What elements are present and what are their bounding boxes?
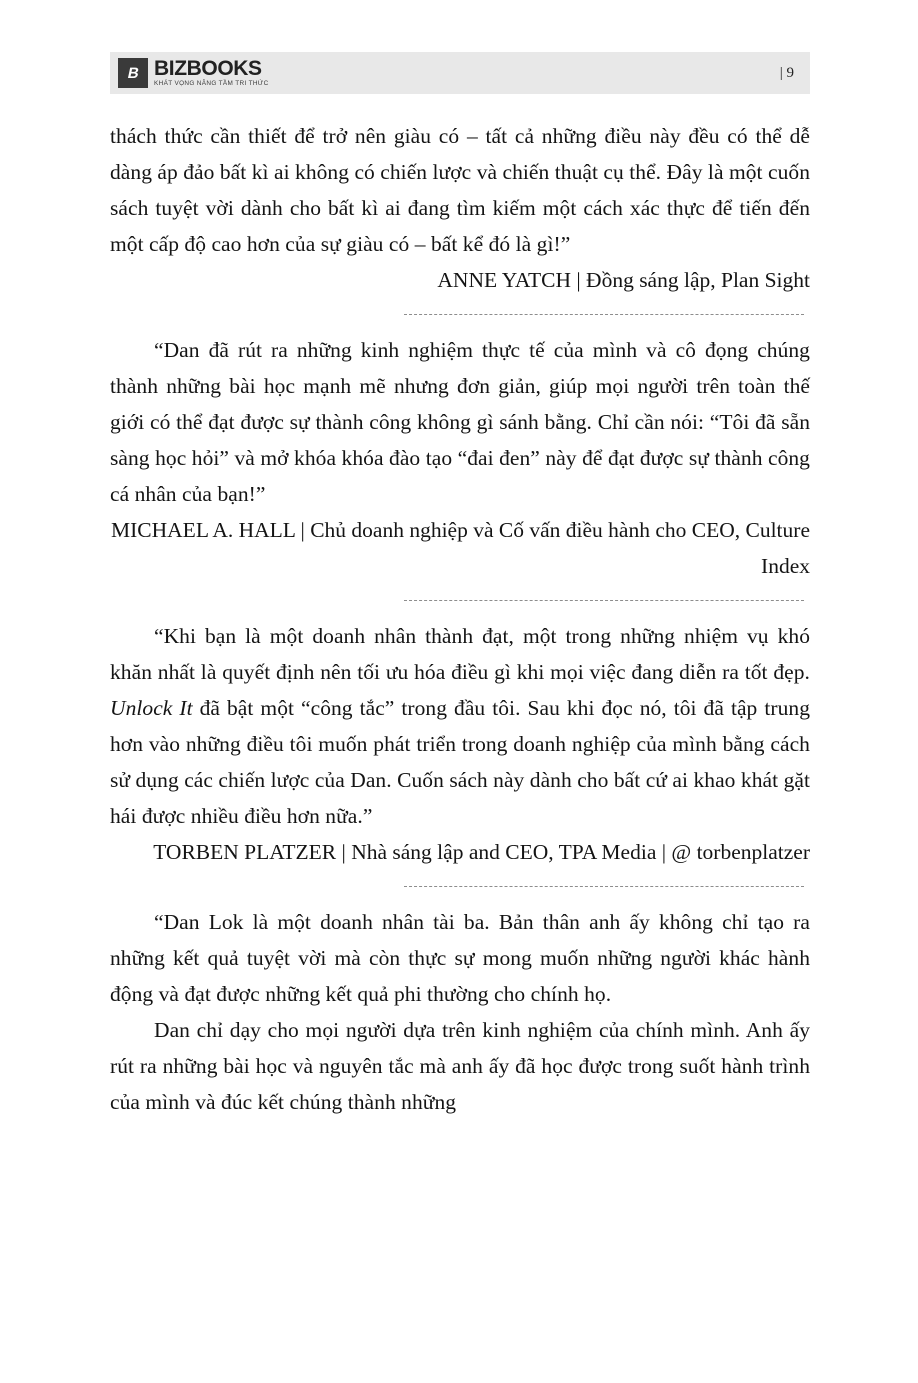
bizbooks-logo-icon — [118, 58, 148, 88]
attribution-3: TORBEN PLATZER | Nhà sáng lập and CEO, TPA Media | @ torbenplatzer — [153, 840, 810, 864]
page-number: | 9 — [779, 64, 794, 81]
brand-text — [154, 58, 269, 87]
paragraph-3-part-a: “Khi bạn là một doanh nhân thành đạt, một trong những nhiệm vụ khó khăn nhất là quyết định nên tối ưu hóa điều gì khi mọi việc đang diễn ra tốt đẹp. — [110, 624, 810, 684]
publisher-logo — [118, 58, 269, 88]
paragraph-1: thách thức cần thiết để trở nên giàu có – tất cả những điều này đều có thể dễ dàng áp đảo bất kì ai không có chiến lược và chiến thuật cụ thể. Đây là một cuốn sách tuyệt vời dành cho bất kì ai đang tìm kiếm một cách xác thực để tiến đến một cấp độ cao hơn của sự giàu có – bất kể đó là gì!” — [110, 124, 810, 256]
brand-name: BIZBOOKS — [154, 57, 262, 81]
attribution-2: MICHAEL A. HALL | Chủ doanh nghiệp và Cố vấn điều hành cho CEO, Culture Index — [111, 518, 810, 578]
section-divider — [404, 600, 804, 602]
section-divider — [404, 886, 804, 888]
section-divider — [404, 314, 804, 316]
paragraph-2: “Dan đã rút ra những kinh nghiệm thực tế của mình và cô đọng chúng thành những bài học mạnh mẽ nhưng đơn giản, giúp mọi người trên toàn thế giới có thể đạt được sự thành công không gì sánh bằng. Chỉ cần nói: “Tôi đã sẵn sàng học hỏi” và mở khóa khóa đào tạo “đai đen” này để đạt được sự thành công cá nhân của bạn!” — [110, 338, 810, 506]
paragraph-3-part-b: đã bật một “công tắc” trong đầu tôi. Sau khi đọc nó, tôi đã tập trung hơn vào những điều tôi muốn phát triển trong doanh nghiệp của mình bằng cách sử dụng các chiến lược của Dan. Cuốn sách này dành cho bất cứ ai khao khát gặt hái được nhiều điều hơn nữa.” — [110, 696, 810, 828]
brand-tagline: KHÁT VỌNG NÂNG TẦM TRI THỨC — [154, 80, 269, 88]
page-content — [110, 118, 810, 1120]
book-title-italic: Unlock It — [110, 696, 193, 720]
attribution-1: ANNE YATCH | Đồng sáng lập, Plan Sight — [437, 268, 810, 292]
paragraph-4: “Dan Lok là một doanh nhân tài ba. Bản thân anh ấy không chỉ tạo ra những kết quả tuyệt vời mà còn thực sự mong muốn những người khác hành động và đạt được những kết quả phi thường cho chính họ. — [110, 910, 810, 1006]
logo-letter: B — [126, 64, 140, 82]
paragraph-5: Dan chỉ dạy cho mọi người dựa trên kinh nghiệm của chính mình. Anh ấy rút ra những bài học và nguyên tắc mà anh ấy đã học được trong suốt hành trình của mình và đúc kết chúng thành những — [110, 1018, 810, 1114]
paragraph-3 — [110, 618, 810, 834]
page-header — [110, 52, 810, 94]
